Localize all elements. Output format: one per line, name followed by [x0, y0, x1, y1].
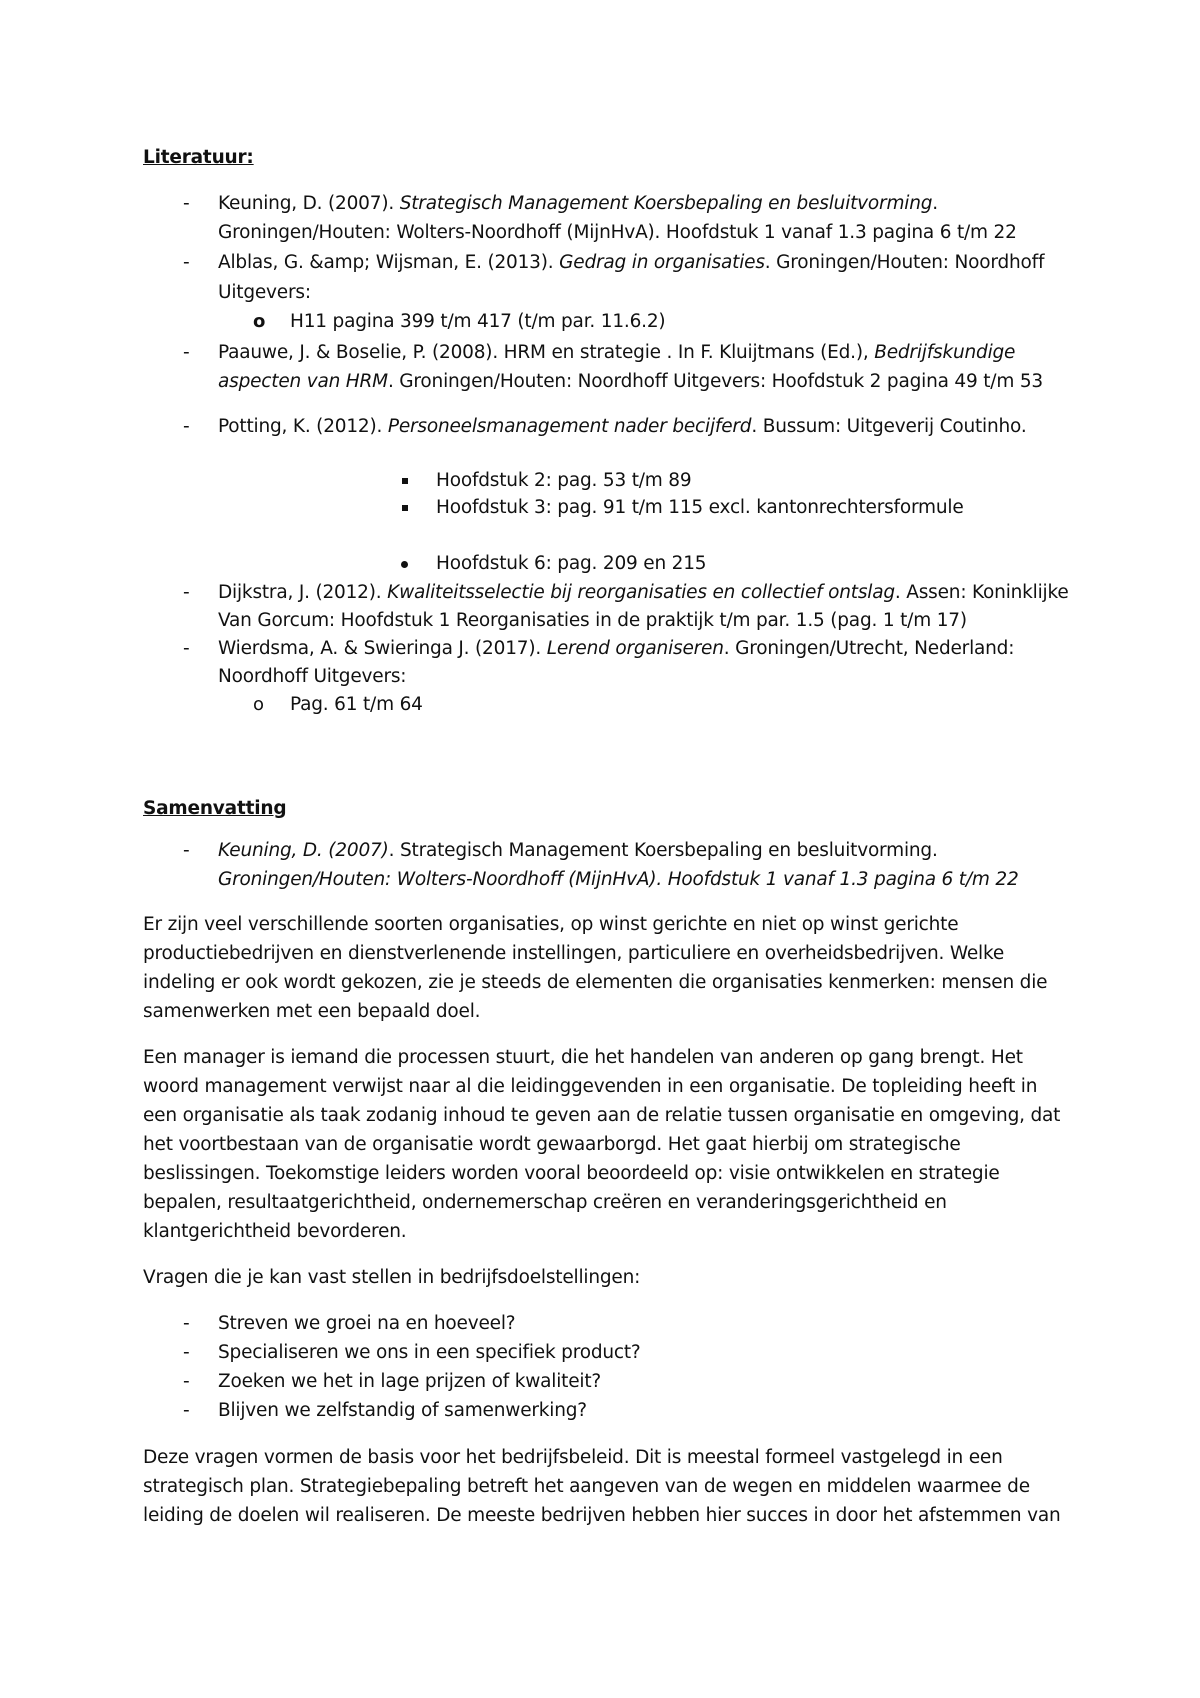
samenvatting-heading: Samenvatting	[143, 798, 287, 819]
dash-bullet: -	[183, 193, 190, 214]
paragraph-line: indeling er ook wordt gekozen, zie je steeds de elementen die organisaties kenmerken: mensen die	[143, 972, 1048, 993]
reference-keuning-line2: Groningen/Houten: Wolters-Noordhoff (MijnHvA). Hoofdstuk 1 vanaf 1.3 pagina 6 t/m 22	[218, 222, 1017, 243]
potting-chapter-item: Hoofdstuk 2: pag. 53 t/m 89	[436, 470, 692, 491]
dash-bullet: -	[183, 638, 190, 659]
round-bullet	[401, 561, 408, 568]
paragraph-line: woord management verwijst naar al die leidinggevenden in een organisatie. De topleiding heeft in	[143, 1076, 1038, 1097]
paragraph-line: Deze vragen vormen de basis voor het bedrijfsbeleid. Dit is meestal formeel vastgelegd in een	[143, 1447, 1003, 1468]
reference-wierdsma: Wierdsma, A. & Swieringa J. (2017). Lerend organiseren. Groningen/Utrecht, Nederland:	[218, 638, 1015, 659]
dash-bullet: -	[183, 1400, 190, 1421]
paragraph-line: het voortbestaan van de organisatie wordt gewaarborgd. Het gaat hierbij om strategische	[143, 1134, 961, 1155]
reference-alblas-chapter: H11 pagina 399 t/m 417 (t/m par. 11.6.2)	[290, 311, 666, 332]
dash-bullet: -	[183, 1342, 190, 1363]
dash-bullet: -	[183, 840, 190, 861]
paragraph-3: Vragen die je kan vast stellen in bedrijfsdoelstellingen:	[143, 1267, 641, 1288]
summary-reference: Keuning, D. (2007). Strategisch Management Koersbepaling en besluitvorming.	[218, 840, 938, 861]
square-bullet	[402, 478, 408, 484]
question-item: Specialiseren we ons in een specifiek product?	[218, 1342, 641, 1363]
dash-bullet: -	[183, 416, 190, 437]
reference-alblas-line2: Uitgevers:	[218, 282, 311, 303]
reference-potting: Potting, K. (2012). Personeelsmanagement nader becijferd. Bussum: Uitgeverij Coutinho.	[218, 416, 1027, 437]
paragraph-line: Een manager is iemand die processen stuurt, die het handelen van anderen op gang brengt. Het	[143, 1047, 1023, 1068]
reference-dijkstra-line2: Van Gorcum: Hoofdstuk 1 Reorganisaties in de praktijk t/m par. 1.5 (pag. 1 t/m 17)	[218, 610, 967, 631]
paragraph-line: een organisatie als taak zodanig inhoud te geven aan de relatie tussen organisatie en omgeving, dat	[143, 1105, 1061, 1126]
paragraph-line: bepalen, resultaatgerichtheid, ondernemerschap creëren en veranderingsgerichtheid en	[143, 1192, 947, 1213]
sub-bullet-o: o	[253, 311, 266, 332]
paragraph-line: Er zijn veel verschillende soorten organisaties, op winst gerichte en niet op winst gerichte	[143, 914, 959, 935]
literatuur-heading: Literatuur:	[143, 147, 254, 168]
reference-alblas: Alblas, G. &amp; Wijsman, E. (2013). Gedrag in organisaties. Groningen/Houten: Noordhoff	[218, 252, 1045, 273]
reference-paauwe-line2: aspecten van HRM. Groningen/Houten: Noordhoff Uitgevers: Hoofdstuk 2 pagina 49 t/m 53	[218, 371, 1043, 392]
paragraph-line: beslissingen. Toekomstige leiders worden vooral beoordeeld op: visie ontwikkelen en strategie	[143, 1163, 1000, 1184]
reference-keuning: Keuning, D. (2007). Strategisch Management Koersbepaling en besluitvorming.	[218, 193, 938, 214]
question-item: Zoeken we het in lage prijzen of kwaliteit?	[218, 1371, 602, 1392]
square-bullet	[402, 505, 408, 511]
paragraph-line: productiebedrijven en dienstverlenende instellingen, particuliere en overheidsbedrijven. Welke	[143, 943, 1005, 964]
potting-chapter-item: Hoofdstuk 6: pag. 209 en 215	[436, 553, 707, 574]
dash-bullet: -	[183, 1313, 190, 1334]
reference-wierdsma-line2: Noordhoff Uitgevers:	[218, 666, 407, 687]
question-item: Blijven we zelfstandig of samenwerking?	[218, 1400, 587, 1421]
summary-reference-line2: Groningen/Houten: Wolters-Noordhoff (MijnHvA). Hoofdstuk 1 vanaf 1.3 pagina 6 t/m 22	[218, 869, 1019, 890]
question-item: Streven we groei na en hoeveel?	[218, 1313, 516, 1334]
dash-bullet: -	[183, 582, 190, 603]
reference-dijkstra: Dijkstra, J. (2012). Kwaliteitsselectie bij reorganisaties en collectief ontslag. Assen: Koninklijke	[218, 582, 1069, 603]
dash-bullet: -	[183, 342, 190, 363]
reference-wierdsma-pages: Pag. 61 t/m 64	[290, 694, 423, 715]
dash-bullet: -	[183, 1371, 190, 1392]
dash-bullet: -	[183, 252, 190, 273]
sub-bullet-o: o	[253, 694, 265, 715]
reference-paauwe: Paauwe, J. & Boselie, P. (2008). HRM en strategie . In F. Kluijtmans (Ed.), Bedrijfskundige	[218, 342, 1016, 363]
paragraph-line: strategisch plan. Strategiebepaling betreft het aangeven van de wegen en middelen waarmee de	[143, 1476, 1030, 1497]
paragraph-line: samenwerken met een bepaald doel.	[143, 1001, 481, 1022]
paragraph-line: klantgerichtheid bevorderen.	[143, 1221, 407, 1242]
paragraph-line: leiding de doelen wil realiseren. De meeste bedrijven hebben hier succes in door het afstemmen van	[143, 1505, 1061, 1526]
potting-chapter-item: Hoofdstuk 3: pag. 91 t/m 115 excl. kantonrechtersformule	[436, 497, 964, 518]
